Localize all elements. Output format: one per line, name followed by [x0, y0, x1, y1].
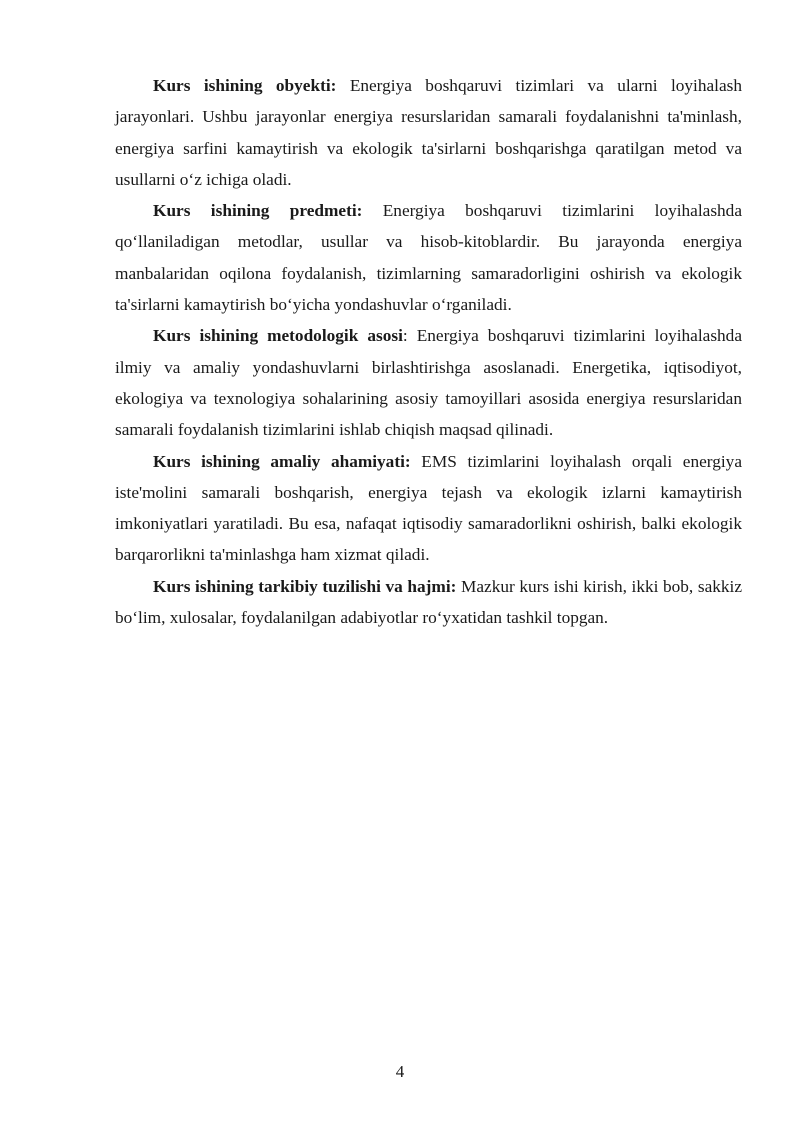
page-number: 4: [395, 1062, 405, 1081]
paragraph-object: [115, 70, 742, 195]
paragraph-text: Mazkur kurs ishi kirish, ikki bob, sakkiz bo‘lim, xulosalar, foydalanilgan adabiyotlar ro‘yxatidan tashkil topgan.: [115, 576, 742, 628]
paragraph-structure: [115, 571, 742, 634]
paragraph-heading: Kurs ishining predmeti:: [153, 201, 363, 221]
paragraph-heading: Kurs ishining amaliy ahamiyati:: [153, 451, 411, 471]
paragraph-heading: Kurs ishining obyekti:: [153, 76, 337, 95]
paragraph-text: Energiya boshqaruvi tizimlari va ularni loyihalash jarayonlari. Ushbu jarayonlar energiya resurslaridan samarali foydalanishni ta'minlash, energiya sarfini kamaytirish va ekologik ta'sirlarni boshqarishga qaratilgan metod va usullarni o‘z ichiga oladi.: [115, 76, 742, 189]
paragraph-heading: Kurs ishining tarkibiy tuzilishi va hajmi:: [153, 576, 457, 596]
paragraph-text: EMS tizimlarini loyihalash orqali energiya iste'molini samarali boshqarish, energiya tejash va ekologik izlarni kamaytirish imkoniyatlari yaratiladi. Bu esa, nafaqat iqtisodiy samaradorlikni oshirish, balki ekologik barqarorlikni ta'minlashga ham xizmat qiladi.: [115, 451, 742, 565]
paragraph-text: Energiya boshqaruvi tizimlarini loyihalashda qo‘llaniladigan metodlar, usullar va hisob-kitoblardir. Bu jarayonda energiya manbalaridan oqilona foydalanish, tizimlarning samaradorligini oshirish va ekologik ta'sirlarni kamaytirish bo‘yicha yondashuvlar o‘rganiladi.: [115, 201, 742, 315]
page-body: [115, 70, 742, 633]
paragraph-subject: [115, 195, 742, 320]
paragraph-text: : Energiya boshqaruvi tizimlarini loyihalashda ilmiy va amaliy yondashuvlarni birlashtirishga asoslanadi. Energetika, iqtisodiyot, ekologiya va texnologiya sohalarining asosiy tamoyillari asosida energiya resurslaridan samarali foydalanish tizimlarini ishlab chiqish maqsad qilinadi.: [115, 326, 742, 440]
paragraph-heading: Kurs ishining metodologik asosi: [153, 326, 403, 346]
paragraph-methodology: [115, 320, 742, 445]
paragraph-practical-significance: [115, 446, 742, 571]
